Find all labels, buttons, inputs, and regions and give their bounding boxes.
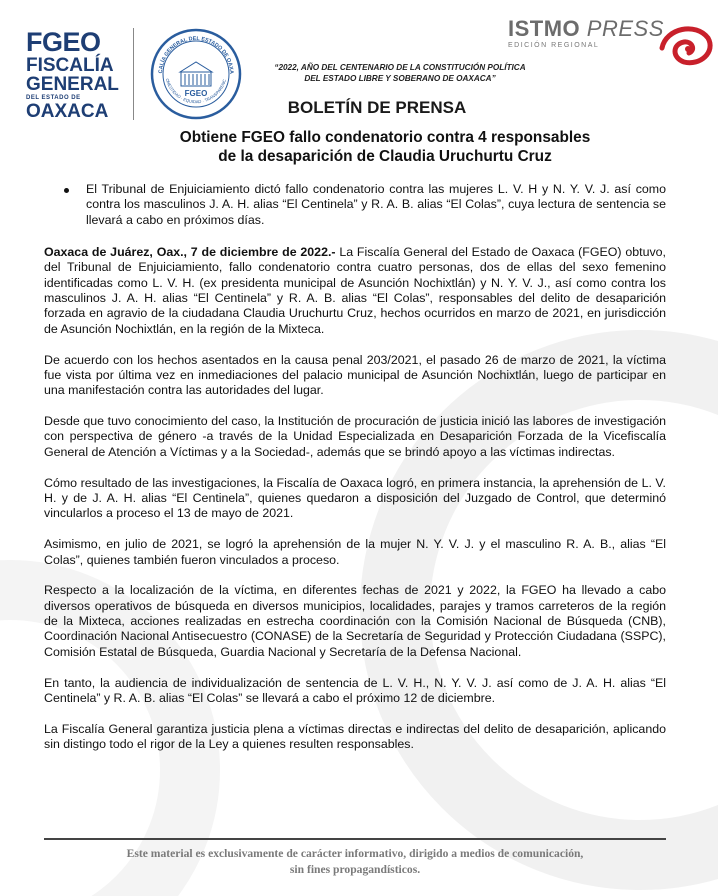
fgeo-logo-small: DEL ESTADO DE <box>26 95 81 101</box>
headline-line2: de la desaparición de Claudia Uruchurtu Cruz <box>218 148 552 165</box>
page-title <box>0 98 718 118</box>
paragraph: Respecto a la localización de la víctima, en diferentes fechas de 2021 y 2022, la FGEO ha llevado a cabo diversos operativos de búsqueda en diversos municipios, localidades, parajes y tramos carreteros de la región de la Mixteca, acciones realizadas en estrecha coordinación con la Comisión Nacional de Búsqueda (CNB), Coordinación Nacional Antisecuestro (CONASE) de la Secretaría de Seguridad y Protección Ciudadana (SSPC), Comisión Estatal de Búsqueda, Guardia Nacional y Secretaría de la Defensa Nacional. <box>44 583 666 659</box>
page-title-text: BOLETÍN DE PRENSA <box>287 98 467 117</box>
year-motto-line2: DEL ESTADO LIBRE Y SOBERANO DE OAXACA” <box>304 74 496 83</box>
seal-mark-text: FGEO <box>184 89 208 98</box>
swirl-icon <box>656 18 714 68</box>
disclaimer-footer <box>44 846 666 878</box>
istmo-press-name <box>508 16 664 42</box>
paragraph-lead <box>44 245 666 337</box>
disclaimer-line2: sin fines propagandísticos. <box>289 863 421 876</box>
fgeo-logo-mark: FGEO <box>26 27 101 57</box>
paragraph: Cómo resultado de las investigaciones, la Fiscalía de Oaxaca logró, en primera instancia, la aprehensión de L. V. H. y de J. A. H. alias “El Centinela”, quienes quedaron a disposición del Juzgado de Control, que determinó vincularlos a proceso el 13 de mayo de 2021. <box>44 475 666 521</box>
istmo-press-subtitle: EDICIÓN REGIONAL <box>508 42 600 49</box>
fgeo-logo-line1: FISCALÍA <box>26 55 114 76</box>
paragraph: En tanto, la audiencia de individualización de sentencia de L. V. H., N. Y. V. J. así como de J. A. H. alias “El Centinela” y R. A. B. alias “El Colas” se llevará a cabo el próximo 12 de diciembre. <box>44 675 666 705</box>
paragraph: Asimismo, en julio de 2021, se logró la aprehensión de la mujer N. Y. V. J. y el masculino R. A. B., alias “El Colas”, quienes también fueron vinculados a proceso. <box>44 537 666 567</box>
bullet-dot-icon <box>64 188 69 193</box>
article-body <box>44 245 666 768</box>
paragraph: La Fiscalía General garantiza justicia plena a víctimas directas e indirectas del delito de desaparición, aplicando sin distingo todo el rigor de la Ley a quienes resulten responsables. <box>44 721 666 752</box>
summary-bullet: El Tribunal de Enjuiciamiento dictó fallo condenatorio contra las mujeres L. V. H y N. Y. V. J. así como contra los masculinos J. A. H. alias “El Centinela” y R. A. B. alias “El Colas”, cuya lectura de sentencia se llevará a cabo en próximos días. <box>86 182 666 227</box>
seal-motto-text: ONESTIDAD · EQUIDAD · TRANSPARENC <box>164 77 228 105</box>
disclaimer-line1: Este material es exclusivamente de carácter informativo, dirigido a medios de comunicación, <box>126 847 584 860</box>
paragraph: Desde que tuvo conocimiento del caso, la Institución de procuración de justicia inició las labores de investigación con perspectiva de género -a través de la Unidad Especializada en Desaparición Forzada de la Vicefiscalía General de Atención a Víctimas y a la Sociedad-, además que se brindó apoyo a las víctimas indirectas. <box>44 414 666 459</box>
istmo-press-name-italic: PRESS <box>586 16 664 41</box>
seal-ring-text: CALÍA GENERAL DEL ESTADO DE OAXA <box>157 35 235 75</box>
istmo-press-watermark <box>498 14 713 74</box>
year-motto-line1: “2022, AÑO DEL CENTENARIO DE LA CONSTITUCIÓN POLÍTICA <box>274 63 526 72</box>
fgeo-logo-line3: OAXACA <box>26 101 109 122</box>
footer-divider <box>44 838 666 840</box>
fgeo-logo-line2: GENERAL <box>26 74 119 95</box>
headline <box>80 128 690 166</box>
dateline: Oaxaca de Juárez, Oax., 7 de diciembre de 2022.- <box>44 245 336 259</box>
headline-line1: Obtiene FGEO fallo condenatorio contra 4 responsables <box>179 129 591 146</box>
paragraph-lead-text: La Fiscalía General del Estado de Oaxaca (FGEO) obtuvo, del Tribunal de Enjuiciamiento, fallo condenatorio contra cuatro personas, dos de ellas del sexo femenino identificadas como L. V. H. (ex presidenta municipal de Asunción Nochixtlán) y N. Y. V. J., así como contra los masculinos J. A. H. alias “El Centinela” y R. A. B. alias “El Colas”, responsables del delito de desaparición forzada en agravio de la ciudadana Claudia Uruchurtu Cruz, hechos ocurridos en marzo de 2021, en jurisdicción de Asunción Nochixtlán, en la región de la Mixteca. <box>44 245 666 336</box>
istmo-press-name-bold: ISTMO <box>508 16 581 41</box>
paragraph: De acuerdo con los hechos asentados en la causa penal 203/2021, el pasado 26 de marzo de 2021, la víctima fue vista por última vez en inmediaciones del palacio municipal de Asunción Nochixtlán, luego de participar en una manifestación contra las autoridades del lugar. <box>44 352 666 398</box>
